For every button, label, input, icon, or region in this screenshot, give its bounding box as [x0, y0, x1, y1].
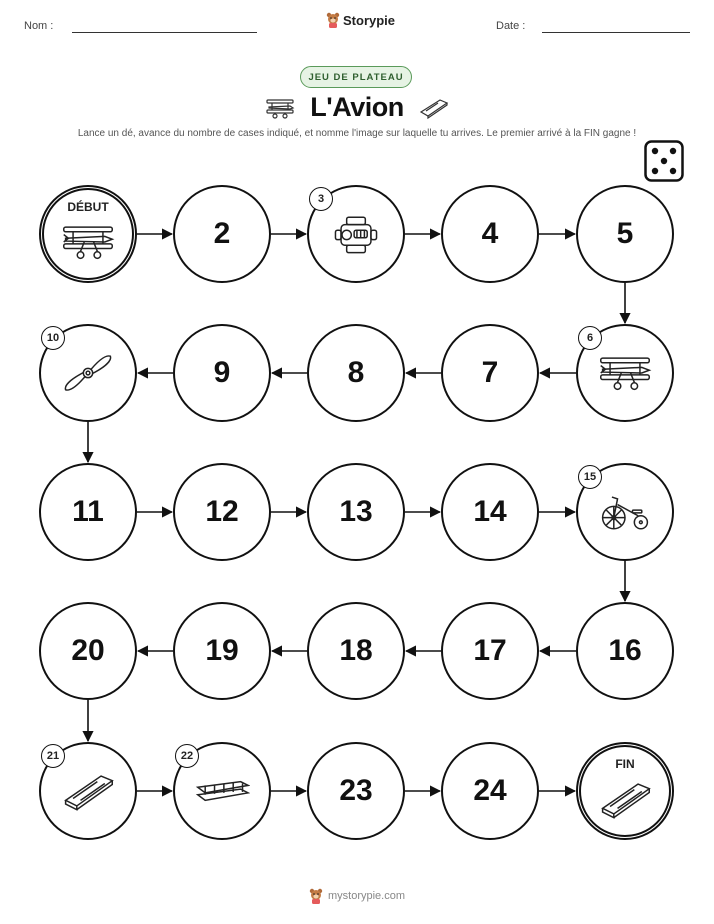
space-number: 19: [205, 634, 239, 667]
board-space-8: [307, 324, 405, 422]
space-number: 4: [481, 217, 499, 250]
board-space-19: [173, 602, 271, 700]
space-number: 2: [213, 217, 231, 250]
board-space-12: [173, 463, 271, 561]
board-space-2: [173, 185, 271, 283]
start-label: DÉBUT: [67, 200, 109, 214]
space-number: 7: [481, 356, 499, 389]
board-space-9: [173, 324, 271, 422]
instructions: Lance un dé, avance du nombre de cases indiqué, et nomme l'image sur laquelle tu arrives. Le premier arrivé à la FIN gagne !: [77, 128, 637, 139]
tricycle-icon: [597, 489, 653, 535]
footer: [0, 888, 714, 904]
board-space-14: [441, 463, 539, 561]
board-space-4: [441, 185, 539, 283]
wood-plank-icon: [597, 776, 653, 822]
date-label: Date :: [496, 20, 526, 32]
space-number-badge: 22: [175, 744, 199, 768]
biplane-icon: [597, 350, 653, 396]
board-space-18: [307, 602, 405, 700]
wood-plank-icon: [60, 768, 116, 814]
board-space-7: [441, 324, 539, 422]
finish-label: FIN: [615, 757, 635, 771]
engine-icon: [328, 211, 384, 257]
space-number: 24: [473, 774, 507, 807]
finish-space: [576, 742, 674, 840]
space-number: 12: [205, 495, 239, 528]
footer-url[interactable]: mystorypie.com: [327, 890, 406, 902]
space-number: 9: [213, 356, 231, 389]
space-number-badge: 21: [41, 744, 65, 768]
board-space-17: [441, 602, 539, 700]
board-space-5: [576, 185, 674, 283]
space-number: 17: [473, 634, 507, 667]
game-type-badge: JEU DE PLATEAU: [300, 66, 412, 88]
space-number-badge: 15: [578, 465, 602, 489]
board-space-24: [441, 742, 539, 840]
space-number: 14: [473, 495, 507, 528]
brand-name: Storypie: [343, 12, 396, 28]
board-space-3: [307, 185, 405, 283]
space-number: 11: [72, 495, 104, 528]
space-number-badge: 10: [41, 326, 65, 350]
space-number: 8: [347, 356, 365, 389]
space-number: 13: [339, 495, 373, 528]
board-space-11: [39, 463, 137, 561]
board-space-21: [39, 742, 137, 840]
biplane-icon: [60, 219, 116, 265]
board-space-10: [39, 324, 137, 422]
bear-mascot-icon: [309, 888, 323, 904]
board-space-15: [576, 463, 674, 561]
space-number: 5: [616, 217, 634, 250]
board-space-6: [576, 324, 674, 422]
start-space: [39, 185, 137, 283]
space-number: 18: [339, 634, 373, 667]
space-number-badge: 6: [578, 326, 602, 350]
board-space-20: [39, 602, 137, 700]
board-space-22: [173, 742, 271, 840]
board-space-23: [307, 742, 405, 840]
propeller-icon: [60, 350, 116, 396]
page-title: L'Avion: [310, 92, 404, 122]
board-space-13: [307, 463, 405, 561]
name-label: Nom :: [24, 20, 54, 32]
board-space-16: [576, 602, 674, 700]
wing-icon: [194, 768, 250, 814]
space-number: 23: [339, 774, 373, 807]
space-number: 16: [608, 634, 642, 667]
space-number: 20: [71, 634, 105, 667]
space-number-badge: 3: [309, 187, 333, 211]
